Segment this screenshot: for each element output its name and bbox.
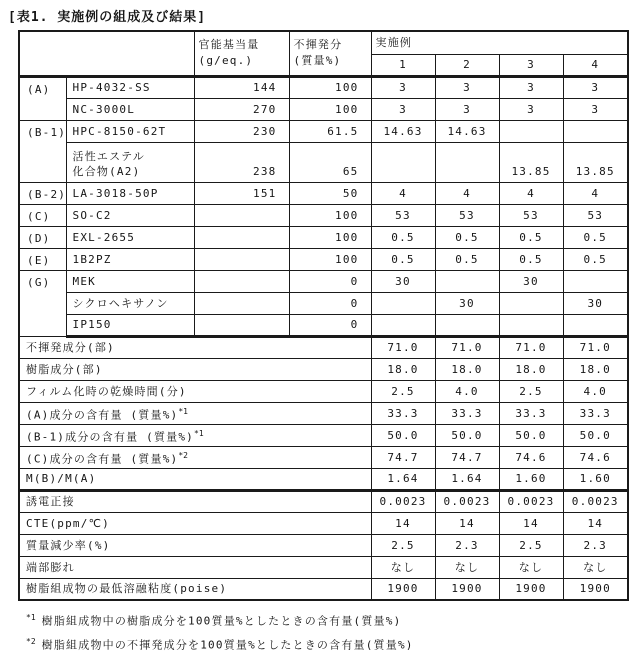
component-row <box>19 76 628 98</box>
example-value-cell: 74.7 <box>371 446 435 468</box>
example-value-cell: 0.5 <box>563 248 628 270</box>
example-value-cell <box>563 120 628 142</box>
example-value-cell: 14.63 <box>371 120 435 142</box>
example-value-cell: 3 <box>435 98 499 120</box>
footnote-1-text: 樹脂組成物中の樹脂成分を100質量%としたときの含有量(質量%) <box>41 614 402 628</box>
component-name-cell: HPC-8150-62T <box>66 120 194 142</box>
nonvolatile-cell: 100 <box>289 76 371 98</box>
metric-label-cell: フィルム化時の乾燥時間(分) <box>19 380 371 402</box>
equivalent-cell: 230 <box>194 120 289 142</box>
table-body <box>19 76 628 600</box>
example-value-cell: 1900 <box>563 578 628 600</box>
example-value-cell: 74.6 <box>563 446 628 468</box>
component-row <box>19 292 628 314</box>
metric-label-cell: 不揮発成分(部) <box>19 336 371 358</box>
example-value-cell <box>435 142 499 182</box>
example-value-cell: 14 <box>435 512 499 534</box>
example-value-cell: 14 <box>499 512 563 534</box>
component-row <box>19 98 628 120</box>
group-label-cell: (D) <box>19 226 66 248</box>
equivalent-cell <box>194 226 289 248</box>
composition-results-table <box>18 30 629 601</box>
metric-row <box>19 490 628 512</box>
header-example-1: 1 <box>371 54 435 76</box>
component-row <box>19 226 628 248</box>
example-value-cell <box>435 314 499 336</box>
example-value-cell: 1.60 <box>563 468 628 490</box>
example-value-cell: 50.0 <box>499 424 563 446</box>
header-nv-line2: (質量%) <box>293 54 342 68</box>
example-value-cell: 14 <box>563 512 628 534</box>
header-equiv-line2: (g/eq.) <box>198 54 254 68</box>
metric-row <box>19 358 628 380</box>
example-value-cell: 53 <box>499 204 563 226</box>
example-value-cell: 50.0 <box>371 424 435 446</box>
component-row <box>19 248 628 270</box>
metric-label-cell: 樹脂成分(部) <box>19 358 371 380</box>
group-label-cell: (A) <box>19 76 66 120</box>
component-name-cell: NC-3000L <box>66 98 194 120</box>
example-value-cell: 2.3 <box>435 534 499 556</box>
example-value-cell: 1900 <box>499 578 563 600</box>
example-value-cell: 14.63 <box>435 120 499 142</box>
example-value-cell: 71.0 <box>371 336 435 358</box>
example-value-cell: 33.3 <box>499 402 563 424</box>
example-value-cell: 3 <box>563 98 628 120</box>
nonvolatile-cell: 0 <box>289 314 371 336</box>
nonvolatile-cell: 0 <box>289 292 371 314</box>
example-value-cell: 30 <box>371 270 435 292</box>
metric-row <box>19 380 628 402</box>
footnote-2-marker: *2 <box>26 636 36 646</box>
metric-label-cell: (A)成分の含有量 (質量%)$^{*1}$ <box>19 402 371 424</box>
example-value-cell: 1900 <box>371 578 435 600</box>
metric-row <box>19 512 628 534</box>
example-value-cell: なし <box>499 556 563 578</box>
example-value-cell: 0.5 <box>563 226 628 248</box>
example-value-cell: 4.0 <box>435 380 499 402</box>
metric-label-cell: 端部膨れ <box>19 556 371 578</box>
group-label-cell: (B-1) <box>19 120 66 182</box>
example-value-cell: 2.5 <box>371 380 435 402</box>
example-value-cell: 30 <box>563 292 628 314</box>
component-name-cell: MEK <box>66 270 194 292</box>
example-value-cell: 2.5 <box>499 534 563 556</box>
footnote-2 <box>26 632 640 655</box>
example-value-cell: 18.0 <box>563 358 628 380</box>
component-row <box>19 270 628 292</box>
example-value-cell: 13.85 <box>499 142 563 182</box>
nonvolatile-cell: 100 <box>289 98 371 120</box>
example-value-cell: 71.0 <box>435 336 499 358</box>
example-value-cell: 0.5 <box>371 248 435 270</box>
example-value-cell: 53 <box>563 204 628 226</box>
header-empty-cell <box>19 31 194 76</box>
header-functional-group-equivalent <box>194 31 289 76</box>
group-label-cell: (G) <box>19 270 66 336</box>
example-value-cell: なし <box>435 556 499 578</box>
metric-label-cell: CTE(ppm/℃) <box>19 512 371 534</box>
example-value-cell: 0.5 <box>435 248 499 270</box>
header-nv-line1: 不揮発分 <box>293 38 343 52</box>
header-example-2: 2 <box>435 54 499 76</box>
example-value-cell: 3 <box>371 98 435 120</box>
group-label-cell: (E) <box>19 248 66 270</box>
header-row-1 <box>19 31 628 54</box>
example-value-cell: 74.6 <box>499 446 563 468</box>
example-value-cell: なし <box>563 556 628 578</box>
metric-row <box>19 446 628 468</box>
table-header <box>19 31 628 76</box>
equivalent-cell <box>194 292 289 314</box>
example-value-cell: 1900 <box>435 578 499 600</box>
metric-label-cell: (C)成分の含有量 (質量%)$^{*2}$ <box>19 446 371 468</box>
example-value-cell: 3 <box>499 76 563 98</box>
example-value-cell: 53 <box>371 204 435 226</box>
example-value-cell: 18.0 <box>435 358 499 380</box>
component-name-cell: シクロヘキサノン <box>66 292 194 314</box>
example-value-cell: 14 <box>371 512 435 534</box>
metric-label-cell: M(B)/M(A) <box>19 468 371 490</box>
example-value-cell: 0.0023 <box>435 490 499 512</box>
header-nonvolatile-content <box>289 31 371 76</box>
metric-label-cell: 質量減少率(%) <box>19 534 371 556</box>
component-row <box>19 182 628 204</box>
nonvolatile-cell: 50 <box>289 182 371 204</box>
equivalent-cell: 151 <box>194 182 289 204</box>
example-value-cell: 50.0 <box>435 424 499 446</box>
nonvolatile-cell: 0 <box>289 270 371 292</box>
nonvolatile-cell: 100 <box>289 204 371 226</box>
example-value-cell: 74.7 <box>435 446 499 468</box>
footnote-1-marker: *1 <box>26 613 36 622</box>
example-value-cell: 3 <box>371 76 435 98</box>
component-name-cell: 活性エステル 化合物(A2) <box>66 142 194 182</box>
example-value-cell: 18.0 <box>371 358 435 380</box>
example-value-cell: 4 <box>563 182 628 204</box>
example-value-cell: 4 <box>499 182 563 204</box>
example-value-cell <box>371 292 435 314</box>
metric-label-cell: 樹脂組成物の最低溶融粘度(poise) <box>19 578 371 600</box>
example-value-cell <box>499 314 563 336</box>
equivalent-cell <box>194 270 289 292</box>
header-equiv-line1: 官能基当量 <box>198 38 260 52</box>
metric-row <box>19 402 628 424</box>
equivalent-cell: 238 <box>194 142 289 182</box>
example-value-cell <box>563 270 628 292</box>
header-example-3: 3 <box>499 54 563 76</box>
example-value-cell: 71.0 <box>499 336 563 358</box>
example-value-cell: 30 <box>499 270 563 292</box>
component-name-cell: SO-C2 <box>66 204 194 226</box>
example-value-cell: 0.5 <box>371 226 435 248</box>
footnote-2-text: 樹脂組成物中の不揮発成分を100質量%としたときの含有量(質量%) <box>41 638 414 652</box>
example-value-cell: 13.85 <box>563 142 628 182</box>
example-value-cell: 2.3 <box>563 534 628 556</box>
example-value-cell: 0.5 <box>499 248 563 270</box>
header-example-4: 4 <box>563 54 628 76</box>
group-label-cell: (B-2) <box>19 182 66 204</box>
example-value-cell <box>563 314 628 336</box>
example-value-cell <box>371 314 435 336</box>
equivalent-cell: 270 <box>194 98 289 120</box>
nonvolatile-cell: 65 <box>289 142 371 182</box>
metric-label-cell: 誘電正接 <box>19 490 371 512</box>
example-value-cell <box>435 270 499 292</box>
metric-row <box>19 336 628 358</box>
header-examples: 実施例 <box>371 31 628 54</box>
example-value-cell <box>371 142 435 182</box>
example-value-cell: 4 <box>371 182 435 204</box>
equivalent-cell <box>194 248 289 270</box>
example-value-cell: 33.3 <box>371 402 435 424</box>
component-name-cell: EXL-2655 <box>66 226 194 248</box>
metric-row <box>19 424 628 446</box>
metric-row <box>19 556 628 578</box>
example-value-cell: 33.3 <box>563 402 628 424</box>
example-value-cell: なし <box>371 556 435 578</box>
component-row <box>19 204 628 226</box>
equivalent-cell <box>194 204 289 226</box>
metric-row <box>19 468 628 490</box>
example-value-cell: 53 <box>435 204 499 226</box>
metric-row <box>19 578 628 600</box>
example-value-cell: 50.0 <box>563 424 628 446</box>
example-value-cell: 2.5 <box>499 380 563 402</box>
example-value-cell <box>499 292 563 314</box>
example-value-cell: 71.0 <box>563 336 628 358</box>
nonvolatile-cell: 100 <box>289 226 371 248</box>
table-title: [表1. 実施例の組成及び結果] <box>8 10 207 25</box>
example-value-cell: 0.0023 <box>563 490 628 512</box>
example-value-cell: 1.64 <box>371 468 435 490</box>
component-name-cell: 1B2PZ <box>66 248 194 270</box>
example-value-cell: 30 <box>435 292 499 314</box>
component-name-cell: HP-4032-SS <box>66 76 194 98</box>
example-value-cell: 0.0023 <box>371 490 435 512</box>
example-value-cell: 3 <box>499 98 563 120</box>
example-value-cell: 4 <box>435 182 499 204</box>
example-value-cell: 3 <box>563 76 628 98</box>
nonvolatile-cell: 61.5 <box>289 120 371 142</box>
example-value-cell: 2.5 <box>371 534 435 556</box>
equivalent-cell: 144 <box>194 76 289 98</box>
component-row <box>19 142 628 182</box>
example-value-cell: 4.0 <box>563 380 628 402</box>
example-value-cell <box>499 120 563 142</box>
component-name-cell: LA-3018-50P <box>66 182 194 204</box>
example-value-cell: 33.3 <box>435 402 499 424</box>
metric-row <box>19 534 628 556</box>
example-value-cell: 0.5 <box>435 226 499 248</box>
group-label-cell: (C) <box>19 204 66 226</box>
equivalent-cell <box>194 314 289 336</box>
metric-label-cell: (B-1)成分の含有量 (質量%)$^{*1}$ <box>19 424 371 446</box>
example-value-cell: 3 <box>435 76 499 98</box>
example-value-cell: 1.60 <box>499 468 563 490</box>
component-row <box>19 120 628 142</box>
example-value-cell: 1.64 <box>435 468 499 490</box>
footnotes <box>26 608 640 655</box>
component-row <box>19 314 628 336</box>
nonvolatile-cell: 100 <box>289 248 371 270</box>
example-value-cell: 0.0023 <box>499 490 563 512</box>
example-value-cell: 0.5 <box>499 226 563 248</box>
component-name-cell: IP150 <box>66 314 194 336</box>
example-value-cell: 18.0 <box>499 358 563 380</box>
footnote-1 <box>26 608 640 632</box>
